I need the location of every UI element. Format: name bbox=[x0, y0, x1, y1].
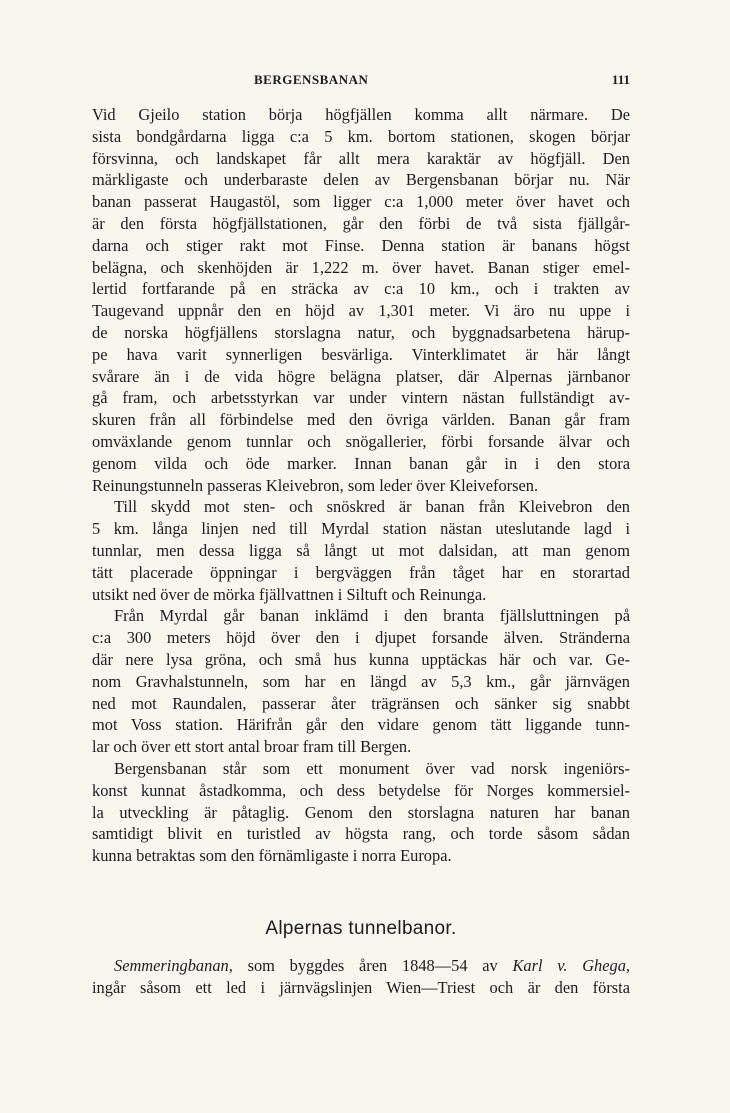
text-line: Till skydd mot sten- och snöskred är banan från Kleivebron den bbox=[114, 497, 630, 517]
text-line: Taugevand uppnår den en höjd av 1,301 meter. Vi äro nu uppe i bbox=[92, 301, 630, 321]
body-text bbox=[92, 104, 630, 867]
text-line: sista bondgårdarna ligga c:a 5 km. bortom stationen, skogen börjar bbox=[92, 126, 630, 146]
text-line: konst kunnat åstadkomma, och dess betydelse för Norges kommersiel- bbox=[92, 780, 630, 800]
text-line: där nere lysa gröna, och små hus kunna upptäckas här och var. Ge- bbox=[92, 649, 630, 669]
text-line: kunna betraktas som den förnämligaste i norra Europa. bbox=[92, 846, 452, 866]
italic-term: Semmeringbanan, bbox=[114, 956, 233, 975]
text-line: pe hava varit synnerligen besvärliga. Vinterklimatet är här långt bbox=[92, 344, 630, 364]
text-line: lar och över ett stort antal broar fram till Bergen. bbox=[92, 737, 412, 757]
text-line: Bergensbanan står som ett monument över vad norsk ingeniörs- bbox=[114, 758, 630, 778]
text-line: genom vilda och öde marker. Innan banan går in i den stora bbox=[92, 453, 630, 473]
text-line: omväxlande genom tunnlar och snögallerier, förbi forsande älvar och bbox=[92, 431, 630, 451]
text-line: svårare än i de vida högre belägna platser, där Alpernas järnbanor bbox=[92, 366, 630, 386]
page-number: 111 bbox=[611, 72, 630, 87]
text-line: c:a 300 meters höjd över den i djupet forsande älven. Stränderna bbox=[92, 628, 630, 648]
text-line: de norska högfjällens storslagna natur, och byggnadsarbetena härup- bbox=[92, 322, 630, 342]
page-header bbox=[92, 72, 630, 92]
text-line: Från Myrdal går banan inklämd i den branta fjällsluttningen på bbox=[114, 606, 630, 626]
text-line: mot Voss station. Härifrån går den vidare genom tätt liggande tunn- bbox=[92, 715, 630, 735]
italic-term: Karl v. Ghega, bbox=[512, 956, 630, 975]
text-line: belägna, och skenhöjden är 1,222 m. över havet. Banan stiger emel- bbox=[92, 257, 630, 277]
text-line: lertid fortfarande på en sträcka av c:a 10 km., och i trakten av bbox=[92, 279, 630, 299]
text-line: Reinungstunneln passeras Kleivebron, som leder över Kleiveforsen. bbox=[92, 475, 539, 495]
text-line: försvinna, och landskapet får allt mera karaktär av högfjäll. Den bbox=[92, 148, 630, 168]
text-line: ned mot Raundalen, passerar åter trägränsen och sänker sig snabbt bbox=[92, 693, 630, 713]
text-line: samtidigt blivit en turistled av högsta rang, och torde såsom sådan bbox=[92, 824, 630, 844]
text-line: utsikt ned över de mörka fjällvattnen i Siltuft och Reinunga. bbox=[92, 584, 487, 604]
text-line: skuren från all förbindelse med den övriga världen. Banan går fram bbox=[92, 410, 630, 430]
text-line: märkligaste och underbaraste delen av Bergensbanan börjar nu. När bbox=[92, 170, 630, 190]
text-line: darna och stiger rakt mot Finse. Denna station är banans högst bbox=[92, 235, 630, 255]
text-line bbox=[92, 955, 630, 977]
text-line: tunnlar, men dessa ligga så långt ut mot dalsidan, att man genom bbox=[92, 540, 630, 560]
text-line: Vid Gjeilo station börja högfjällen komma allt närmare. De bbox=[92, 105, 630, 124]
section-heading: Alpernas tunnelbanor. bbox=[265, 918, 457, 939]
text-line: tätt placerade öppningar i bergväggen från tåget har en storartad bbox=[92, 562, 630, 582]
section-body-text bbox=[92, 955, 630, 999]
text-line: ingår såsom ett led i järnvägslinjen Wien—Triest och är den första bbox=[92, 977, 630, 997]
text-line: nom Gravhalstunneln, som har en längd av 5,3 km., går järnvägen bbox=[92, 671, 630, 691]
text-line: gå fram, och arbetsstyrkan var under vintern nästan fullständigt av- bbox=[92, 388, 630, 408]
text-line: 5 km. långa linjen ned till Myrdal station nästan uteslutande lagd i bbox=[92, 519, 630, 539]
text-line: banan passerat Haugastöl, som ligger c:a 1,000 meter över havet och bbox=[92, 192, 630, 212]
text-span: som byggdes åren 1848—54 av bbox=[232, 956, 513, 975]
text-line: la utveckling är påtaglig. Genom den storslagna naturen har banan bbox=[92, 802, 630, 822]
text-line: är den första högfjällstationen, går den förbi de två sista fjällgår- bbox=[92, 213, 630, 233]
running-head: BERGENSBANAN bbox=[254, 72, 369, 87]
